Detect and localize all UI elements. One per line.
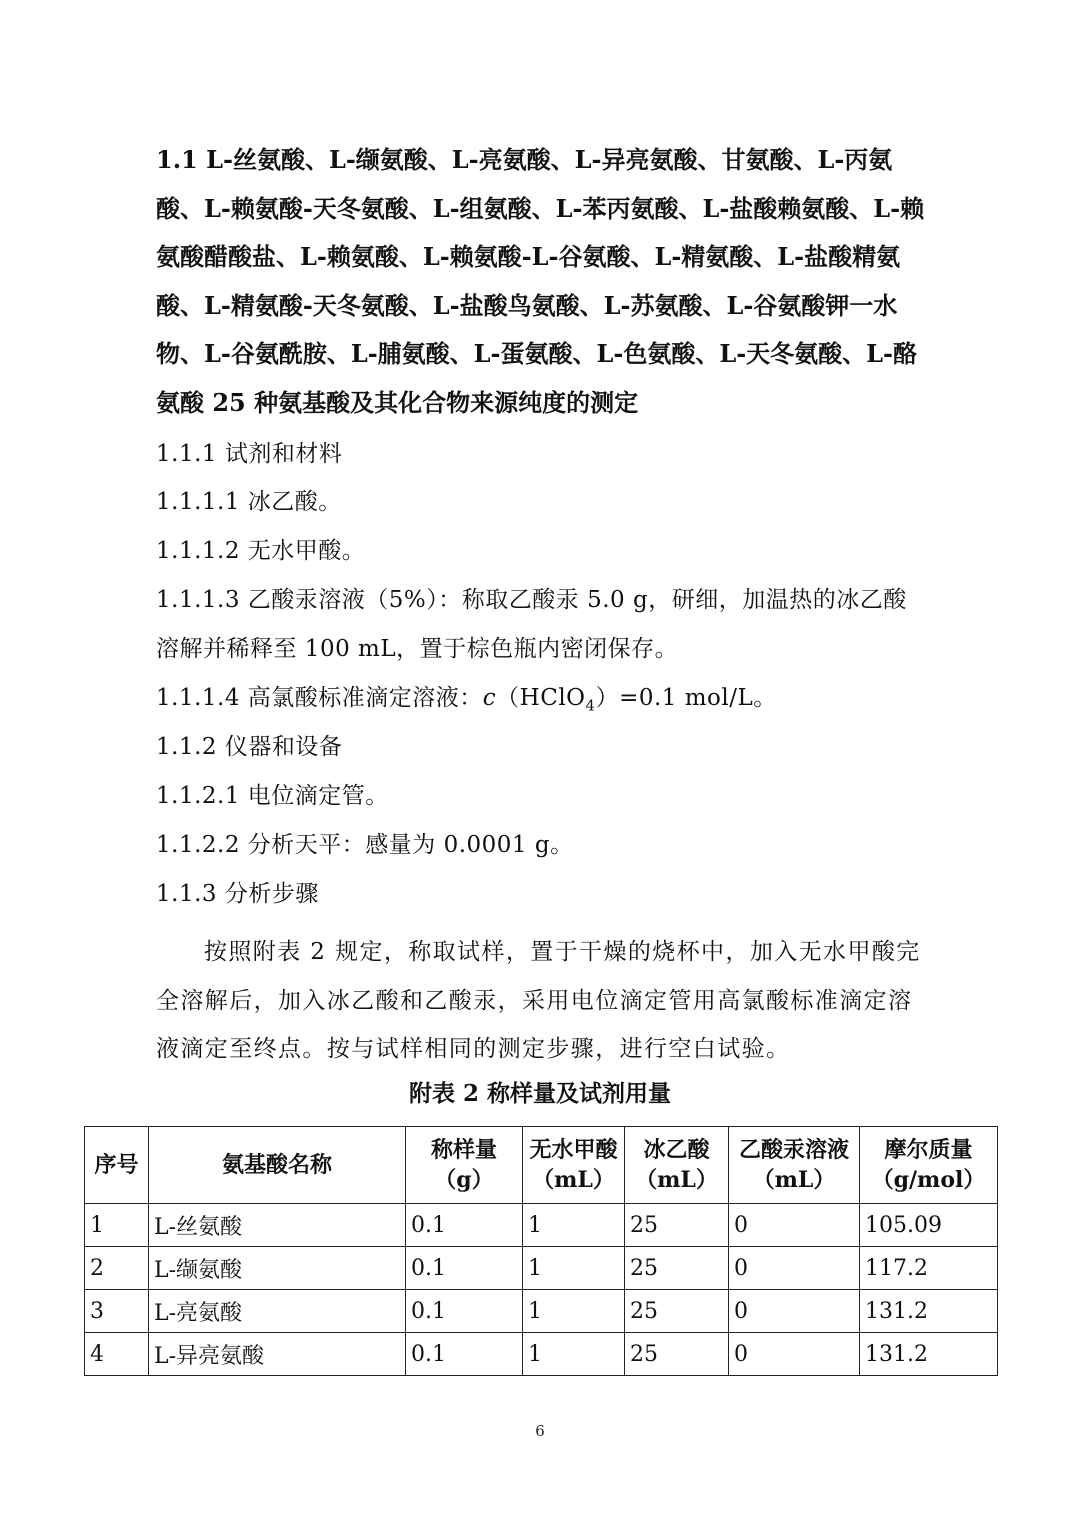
cell-index: 2 (85, 1247, 149, 1290)
subsection-instruments: 1.1.2 仪器和设备 (156, 734, 343, 760)
cell-mercury: 0 (729, 1333, 860, 1376)
cell-name: L-亮氨酸 (149, 1290, 406, 1333)
cell-index: 3 (85, 1290, 149, 1333)
cell-formic: 1 (523, 1204, 625, 1247)
item-potentiometric-titrator: 1.1.2.1 电位滴定管。 (156, 783, 389, 809)
cell-index: 4 (85, 1333, 149, 1376)
formula-text: （HClO (496, 685, 586, 711)
page-number: 6 (535, 1422, 545, 1440)
cell-mercury: 0 (729, 1247, 860, 1290)
header-acetic-acid: 冰乙酸（mL） (625, 1127, 729, 1204)
procedure-paragraph: 按照附表 2 规定，称取试样，置于干燥的烧杯中，加入无水甲酸完全溶解后，加入冰乙酸和乙酸汞，采用电位滴定管用高氯酸标准滴定溶液滴定至终点。按与试样相同的测定步骤，进行空白试验。 (156, 939, 921, 1062)
header-sample-mass: 称样量（g） (406, 1127, 523, 1204)
cell-name: L-丝氨酸 (149, 1204, 406, 1247)
item-analytical-balance: 1.1.2.2 分析天平：感量为 0.0001 g。 (156, 832, 574, 858)
subsection-procedure: 1.1.3 分析步骤 (156, 881, 319, 907)
header-amino-acid-name: 氨基酸名称 (149, 1127, 406, 1204)
item-glacial-acetic-acid: 1.1.1.1 冰乙酸。 (156, 489, 342, 515)
subsection-reagents: 1.1.1 试剂和材料 (156, 441, 343, 467)
formula-value: ）=0.1 mol/L。 (595, 685, 777, 711)
perchloric-label: 1.1.1.4 高氯酸标准滴定溶液： (156, 685, 483, 711)
cell-mercury: 0 (729, 1290, 860, 1333)
cell-formic: 1 (523, 1333, 625, 1376)
table-row (85, 1290, 998, 1333)
table-row (85, 1333, 998, 1376)
cell-formic: 1 (523, 1290, 625, 1333)
item-anhydrous-formic-acid: 1.1.1.2 无水甲酸。 (156, 538, 366, 564)
cell-sample: 0.1 (406, 1247, 523, 1290)
header-formic-acid: 无水甲酸（mL） (523, 1127, 625, 1204)
cell-molar: 131.2 (860, 1290, 998, 1333)
table-row (85, 1247, 998, 1290)
cell-sample: 0.1 (406, 1290, 523, 1333)
reagent-table (84, 1126, 998, 1376)
item-mercuric-acetate-line1: 1.1.1.3 乙酸汞溶液（5%）：称取乙酸汞 5.0 g，研细，加温热的冰乙酸 (156, 587, 907, 613)
header-mercuric-acetate: 乙酸汞溶液（mL） (729, 1127, 860, 1204)
cell-name: L-异亮氨酸 (149, 1333, 406, 1376)
item-perchloric-acid (156, 683, 777, 721)
cell-molar: 117.2 (860, 1247, 998, 1290)
header-index: 序号 (85, 1127, 149, 1204)
cell-acetic: 25 (625, 1333, 729, 1376)
table-header-row (85, 1127, 998, 1204)
section-heading: 1.1 L-丝氨酸、L-缬氨酸、L-亮氨酸、L-异亮氨酸、甘氨酸、L-丙氨酸、L-赖氨酸-天冬氨酸、L-组氨酸、L-苯丙氨酸、L-盐酸赖氨酸、L-赖氨酸醋酸盐、L-赖氨酸、L-赖氨酸-L-谷氨酸、L-精氨酸、L-盐酸精氨酸、L-精氨酸-天冬氨酸、L-盐酸鸟氨酸、L-苏氨酸、L-谷氨酸钾一水物、L-谷氨酰胺、L-脯氨酸、L-蛋氨酸、L-色氨酸、L-天冬氨酸、L-酪氨酸 25 种氨基酸及其化合物来源纯度的测定 (156, 145, 925, 417)
cell-molar: 105.09 (860, 1204, 998, 1247)
table-caption: 附表 2 称样量及试剂用量 (408, 1080, 672, 1107)
cell-mercury: 0 (729, 1204, 860, 1247)
table-row (85, 1204, 998, 1247)
formula-subscript: 4 (585, 696, 596, 715)
cell-name: L-缬氨酸 (149, 1247, 406, 1290)
cell-formic: 1 (523, 1247, 625, 1290)
cell-acetic: 25 (625, 1247, 729, 1290)
cell-molar: 131.2 (860, 1333, 998, 1376)
header-molar-mass: 摩尔质量（g/mol） (860, 1127, 998, 1204)
cell-sample: 0.1 (406, 1333, 523, 1376)
concentration-symbol: c (482, 685, 497, 711)
cell-acetic: 25 (625, 1290, 729, 1333)
item-mercuric-acetate-line2: 溶解并稀释至 100 mL，置于棕色瓶内密闭保存。 (156, 636, 679, 662)
cell-index: 1 (85, 1204, 149, 1247)
cell-sample: 0.1 (406, 1204, 523, 1247)
cell-acetic: 25 (625, 1204, 729, 1247)
